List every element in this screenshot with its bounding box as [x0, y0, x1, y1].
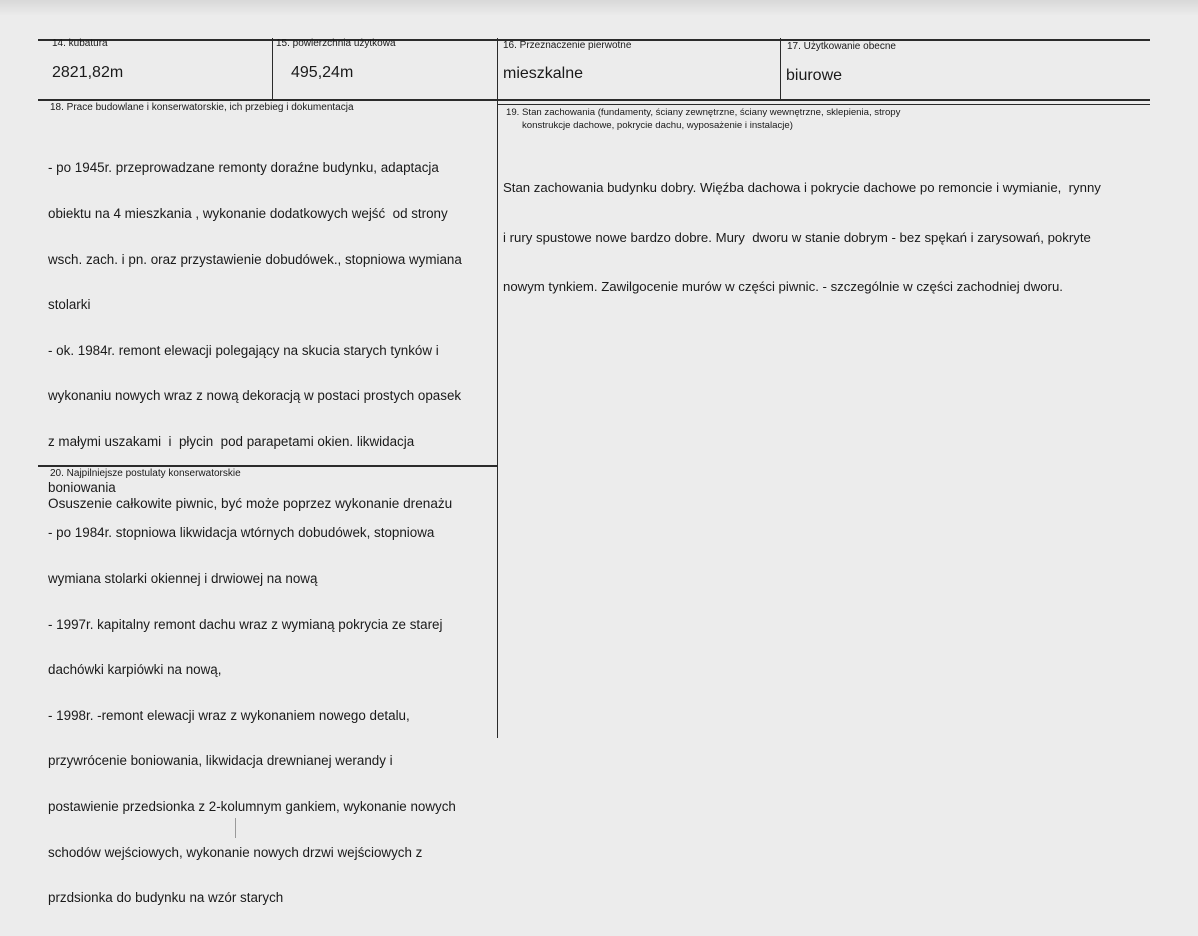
divider-14-15: [272, 38, 273, 100]
field-16-label: 16. Przeznaczenie pierwotne: [503, 40, 632, 51]
field-20-label: 20. Najpilniejsze postulaty konserwatorskie: [50, 468, 241, 479]
field-17-value: biurowe: [786, 67, 843, 84]
field-18-line: dachówki karpiówki na nową,: [48, 662, 222, 678]
field-18-line: wymiana stolarki okiennej i drwiowej na nową: [48, 570, 318, 586]
field-20-text: Osuszenie całkowite piwnic, być może poprzez wykonanie drenażu: [48, 496, 453, 511]
field-19-label: 19. Stan zachowania (fundamenty, ściany zewnętrzne, ściany wewnętrzne, sklepienia, stropy: [506, 107, 901, 118]
field-19-top-border: [497, 104, 1150, 105]
field-18-line: stolarki: [48, 297, 91, 313]
field-18-label: 18. Prace budowlane i konserwatorskie, ich przebieg i dokumentacja: [50, 102, 354, 113]
field-19-line: nowym tynkiem. Zawilgocenie murów w części piwnic. - szczególnie w części zachodniej dworu.: [503, 279, 1063, 294]
field-20-top-border: [38, 465, 497, 467]
divider-center: [497, 38, 498, 738]
field-18-line: wsch. zach. i pn. oraz przystawienie dobudówek., stopniowa wymiana: [48, 251, 462, 267]
field-18-line: wykonaniu nowych wraz z nową dekoracją w postaci prostych opasek: [48, 388, 462, 404]
field-15-value: 495,24m: [291, 64, 354, 81]
field-18-line: obiektu na 4 mieszkania , wykonanie dodatkowych wejść od strony: [48, 206, 448, 222]
field-19-text: [503, 147, 1101, 329]
field-18-line: przywrócenie boniowania, likwidacja drewnianej werandy i: [48, 753, 393, 769]
field-18-line: z małymi uszakami i płycin pod parapetami okien. likwidacja: [48, 434, 415, 450]
field-18-text: [48, 130, 462, 936]
field-18-line: schodów wejściowych, wykonanie nowych drzwi wejściowych z: [48, 844, 423, 860]
field-19-label-cont: konstrukcje dachowe, pokrycie dachu, wyposażenie i instalacje): [522, 120, 793, 131]
scan-mark: [235, 818, 236, 838]
field-19-line: i rury spustowe nowe bardzo dobre. Mury dworu w stanie dobrym - bez spękań i zarysowań, pokryte: [503, 229, 1091, 245]
field-18-line: przdsionka do budynku na wzór starych: [48, 890, 284, 906]
field-18-line: - 1997r. kapitalny remont dachu wraz z wymianą pokrycia ze starej: [48, 616, 443, 632]
field-18-line: boniowania: [48, 479, 116, 495]
field-18-line: - po 1945r. przeprowadzane remonty doraźne budynku, adaptacja: [48, 160, 439, 176]
field-19-line: Stan zachowania budynku dobry. Więźba dachowa i pokrycie dachowe po remoncie i wymianie, rynny: [503, 180, 1101, 195]
divider-16-17: [780, 38, 781, 100]
field-18-line: - 1998r. -remont elewacji wraz z wykonaniem nowego detalu,: [48, 707, 410, 723]
field-14-value: 2821,82m: [52, 64, 124, 81]
field-18-line: postawienie przedsionka z 2-kolumnym gankiem, wykonanie nowych: [48, 798, 456, 814]
scan-edge: [0, 0, 1198, 16]
field-17-label: 17. Użytkowanie obecne: [787, 41, 896, 52]
field-18-line: - ok. 1984r. remont elewacji polegający na skucia starych tynków i: [48, 342, 439, 358]
field-14-label: 14. kubatura: [52, 38, 108, 49]
field-16-value: mieszkalne: [503, 65, 584, 82]
field-18-line: - po 1984r. stopniowa likwidacja wtórnych dobudówek, stopniowa: [48, 525, 435, 541]
row1-bottom-border: [38, 99, 1150, 101]
field-15-label: 15. powierzchnia użytkowa: [276, 38, 396, 49]
